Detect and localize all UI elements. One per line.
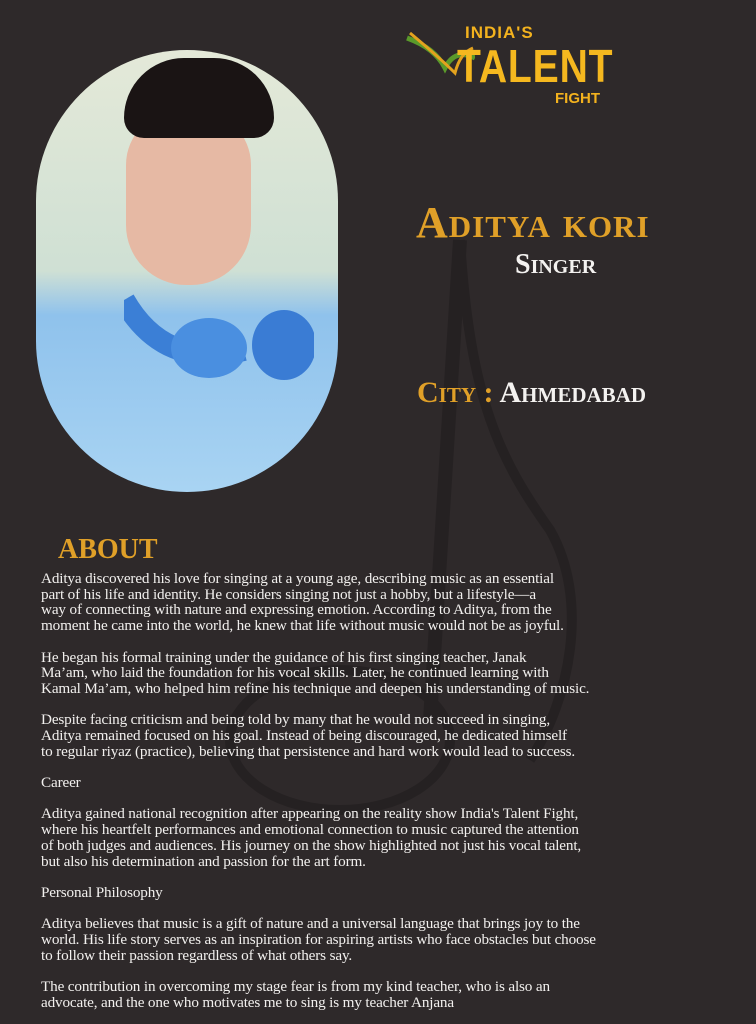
city-label: City : bbox=[417, 376, 494, 409]
text-line: part of his life and identity. He considers singing not just a hobby, but a lifestyle—a bbox=[41, 585, 536, 603]
about-paragraph bbox=[41, 650, 596, 697]
text-line: advocate, and the one who motivates me to sing is my teacher Anjana bbox=[41, 993, 454, 1011]
text-line: Aditya gained national recognition after appearing on the reality show India's Talent Fight, bbox=[41, 805, 579, 823]
about-heading: ABOUT bbox=[58, 534, 158, 565]
text-line: Ma’am, who laid the foundation for his vocal skills. Later, he continued learning with bbox=[41, 664, 549, 682]
about-body bbox=[41, 571, 596, 1024]
profile-photo bbox=[36, 50, 338, 492]
about-paragraph bbox=[41, 571, 596, 634]
about-paragraph bbox=[41, 916, 596, 963]
about-paragraph bbox=[41, 806, 596, 869]
text-line: Aditya remained focused on his goal. Instead of being discouraged, he dedicated himself bbox=[41, 727, 567, 744]
city-value: Ahmedabad bbox=[499, 376, 646, 409]
logo-line1: INDIA'S bbox=[465, 23, 534, 42]
text-line: where his heartfelt performances and emotional connection to music captured the attention bbox=[41, 821, 579, 839]
about-paragraph bbox=[41, 885, 596, 901]
indias-talent-fight-logo bbox=[405, 23, 614, 110]
logo-line2: TALENT bbox=[457, 40, 614, 92]
about-paragraph bbox=[41, 775, 596, 791]
about-paragraph bbox=[41, 979, 596, 1010]
text-line: The contribution in overcoming my stage fear is from my kind teacher, who is also an bbox=[41, 978, 550, 996]
text-line: way of connecting with nature and expressing emotion. According to Aditya, from the bbox=[41, 601, 552, 619]
profile-name: Aditya kori bbox=[416, 198, 650, 247]
text-line: moment he came into the world, he knew that life without music would not be as joyful. bbox=[41, 617, 564, 635]
profile-role: Singer bbox=[515, 249, 597, 280]
text-line: Career bbox=[41, 774, 81, 792]
text-line: Personal Philosophy bbox=[41, 883, 163, 901]
text-line: Aditya discovered his love for singing at a young age, describing music as an essential bbox=[41, 570, 554, 587]
text-line: Kamal Ma’am, who helped him refine his technique and deepen his understanding of music. bbox=[41, 679, 590, 697]
text-line: He began his formal training under the guidance of his first singing teacher, Janak bbox=[41, 648, 527, 666]
profile-city bbox=[417, 376, 646, 410]
headphones-icon bbox=[124, 290, 314, 380]
text-line: to follow their passion regardless of what others say. bbox=[41, 946, 353, 964]
text-line: to regular riyaz (practice), believing that persistence and hard work would lead to success. bbox=[41, 742, 576, 760]
text-line: Aditya believes that music is a gift of nature and a universal language that brings joy to the bbox=[41, 915, 580, 933]
logo-line3: FIGHT bbox=[555, 90, 600, 107]
about-paragraph bbox=[41, 712, 596, 759]
text-line: world. His life story serves as an inspiration for aspiring artists who face obstacles but choose bbox=[41, 931, 596, 949]
text-line: but also his determination and passion for the art form. bbox=[41, 852, 366, 870]
photo-hair bbox=[124, 58, 274, 138]
text-line: of both judges and audiences. His journey on the show highlighted not just his vocal talent, bbox=[41, 836, 582, 854]
text-line: Despite facing criticism and being told by many that he would not succeed in singing, bbox=[41, 711, 550, 729]
